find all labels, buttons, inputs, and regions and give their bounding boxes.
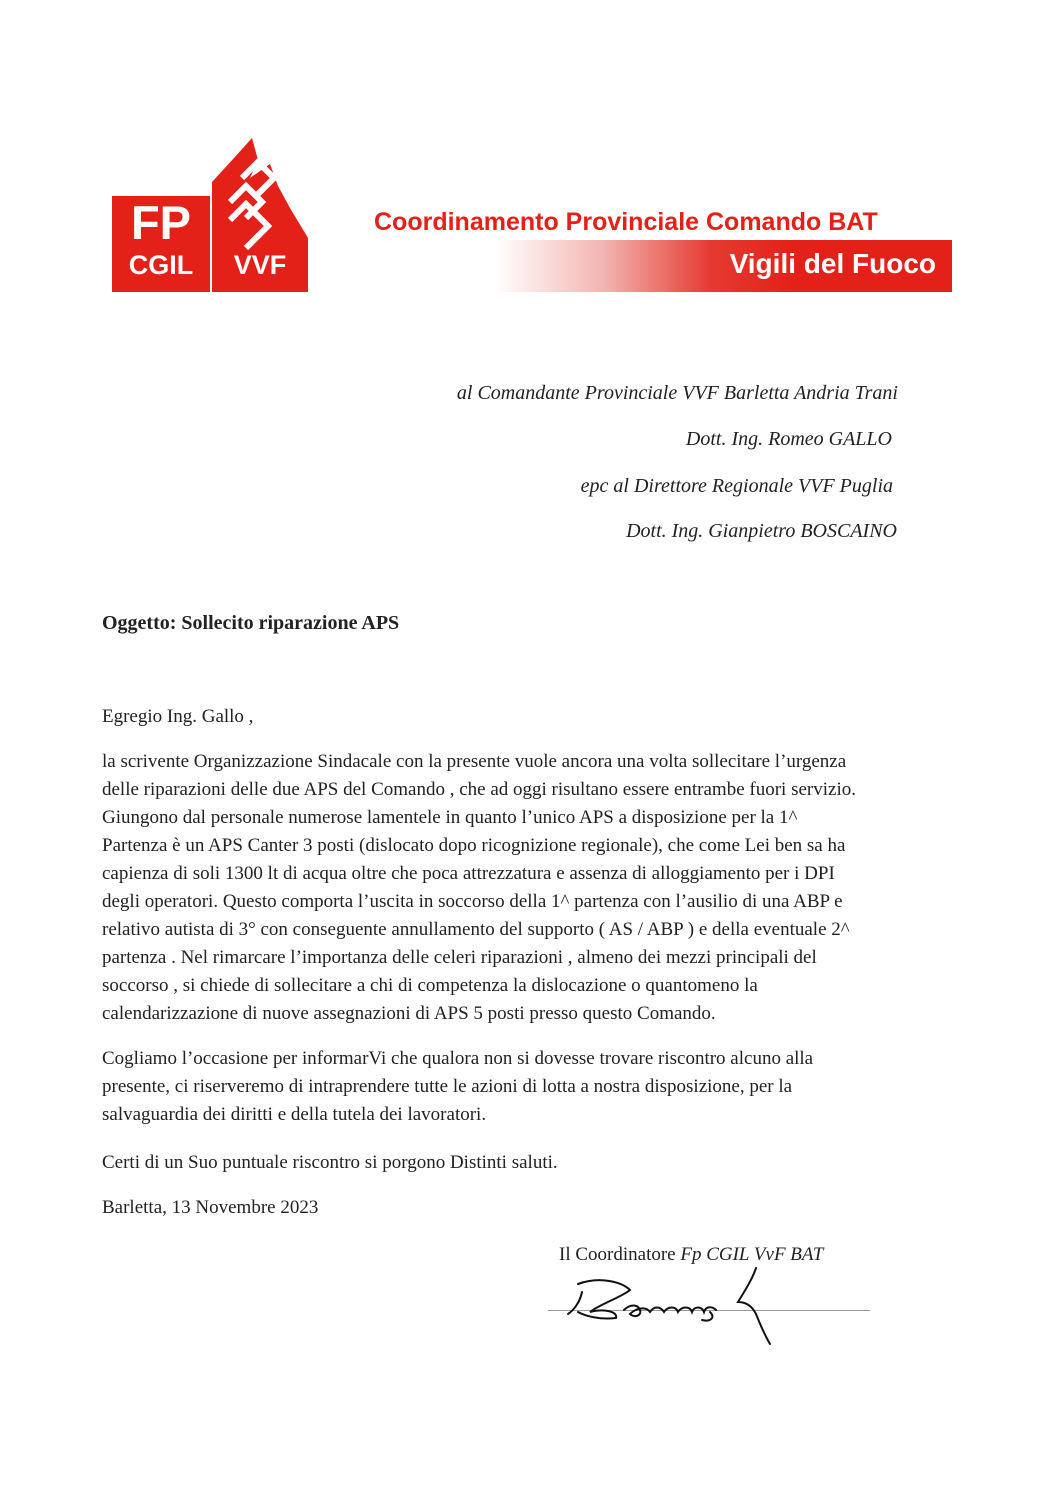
fp-cgil-vvf-logo [112, 138, 308, 292]
paragraph1-line: calendarizzazione di nuove assegnazioni di APS 5 posti presso questo Comando. [102, 1003, 716, 1024]
paragraph1-line: relativo autista di 3° con conseguente annullamento del supporto ( AS / ABP ) e della eventuale 2^ [102, 919, 850, 940]
paragraph1-line: partenza . Nel rimarcare l’importanza delle celeri riparazioni , almeno dei mezzi principali del [102, 947, 817, 968]
vvf-flame-logo [212, 138, 308, 292]
recipient-line-4: Dott. Ing. Gianpietro BOSCAINO [626, 520, 897, 542]
paragraph1-line: degli operatori. Questo comporta l’uscita in soccorso della 1^ partenza con l’ausilio di una ABP e [102, 891, 843, 912]
paragraph1-line: capienza di soli 1300 lt di acqua oltre che poca attrezzatura e assenza di alloggiamento per i DPI [102, 863, 835, 884]
paragraph1-line: la scrivente Organizzazione Sindacale con la presente vuole ancora una volta sollecitare l’urgenza [102, 751, 847, 772]
handwritten-signature [560, 1262, 790, 1352]
header-banner [318, 240, 952, 292]
recipient-line-1: al Comandante Provinciale VVF Barletta Andria Trani [456, 382, 898, 404]
letter-subject: Oggetto: Sollecito riparazione APS [102, 612, 400, 634]
logo-cgil-text: CGIL [128, 250, 194, 280]
salutation: Egregio Ing. Gallo , [102, 706, 254, 727]
closing-line: Certi di un Suo puntuale riscontro si porgono Distinti saluti. [102, 1152, 558, 1173]
logo-vvf-text: VVF [233, 250, 287, 280]
place-date: Barletta, 13 Novembre 2023 [102, 1197, 319, 1218]
signature-role: Il Coordinatore [559, 1244, 681, 1265]
fp-cgil-logo-box [112, 196, 210, 292]
paragraph1-line: soccorso , si chiede di sollecitare a chi di competenza la dislocazione o quantomeno la [102, 975, 758, 996]
paragraph1-line: delle riparazioni delle due APS del Comando , che ad oggi risultano essere entrambe fuori servizio. [102, 779, 856, 800]
paragraph1-line: Partenza è un APS Canter 3 posti (dislocato dopo ricognizione regionale), che come Lei ben sa ha [102, 835, 846, 856]
header-subtitle: Vigili del Fuoco [729, 248, 936, 279]
recipient-line-3: epc al Direttore Regionale VVF Puglia [580, 475, 893, 497]
paragraph2-line: presente, ci riserveremo di intraprendere tutte le azioni di lotta a nostra disposizione, per la [102, 1076, 793, 1097]
logo-fp-text: FP [130, 196, 192, 249]
paragraph2-line: Cogliamo l’occasione per informarVi che qualora non si dovesse trovare riscontro alcuno alla [102, 1048, 814, 1069]
paragraph1-line: Giungono dal personale numerose lamentele in quanto l’unico APS a disposizione per la 1^ [102, 807, 798, 828]
recipient-line-2: Dott. Ing. Romeo GALLO [685, 428, 892, 450]
signature-org: Fp CGIL VvF BAT [680, 1244, 824, 1265]
paragraph2-line: salvaguardia dei diritti e della tutela dei lavoratori. [102, 1104, 487, 1125]
header-title: Coordinamento Provinciale Comando BAT [374, 208, 878, 236]
